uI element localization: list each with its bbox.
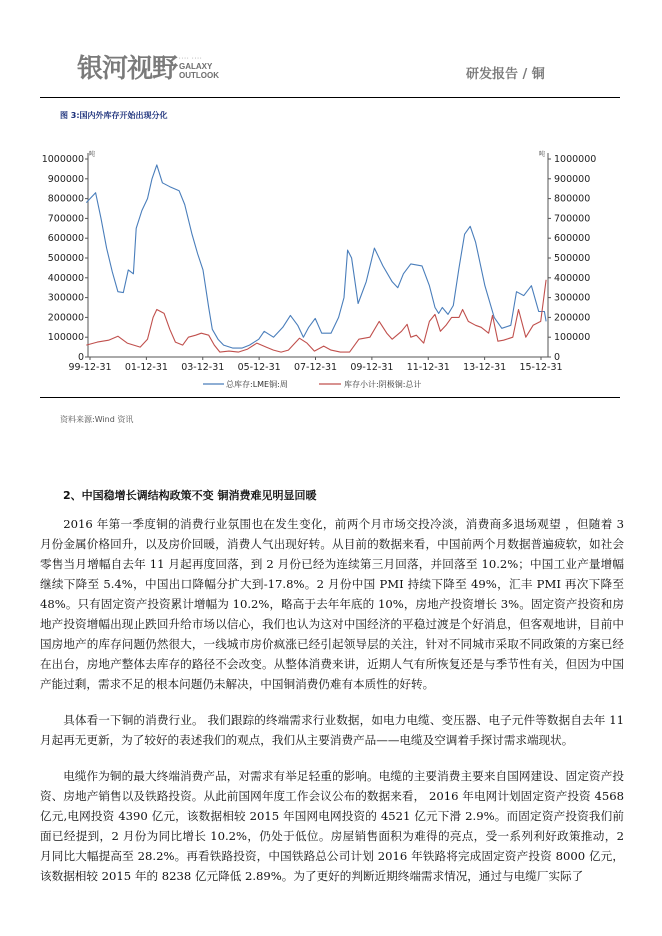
logo-dots: ···· ····: [179, 56, 203, 62]
series-line-shfe: [86, 280, 546, 352]
paragraph-1: 2016 年第一季度铜的消费行业氛围也在发生变化，前两个月市场交投冷淡，消费商多退场观望 ，但随着 3 月份金属价格回升，以及房价回暖，消费人气出现好转。从目前的数据来看，中国前两个月数据普遍疲软，如社会零售当月增幅自去年 11 月起再度回落，到 2 月份已经为连续第三月回落，并回落至 10.2%；中国工业产量增幅继续下降至 5.4%，中国出口降幅分扩大到-17.8%。2 月份中国 PMI 持续下降至 49%，汇丰 PMI 再次下降至 48%。只有固定资产投资累计增幅为 10.2%，略高于去年年底的 10%，房地产投资增长 3%。固定资产投资和房地产投资增幅出现止跌回升给市场以信心，我们也认为这对中国经济的平稳过渡是个好消息，但客观地讲，目前中国房地产的库存问题仍然很大，一线城市房价疯涨已经引起领导层的关注，针对不同城市采取不同政策的方案已经在出台，房地产整体去库存的路径不会改变。从整体消费来讲，近期人气有所恢复还是与季节性有关，但因为中国产能过剩，需求不足的根本问题仍未解决，中国铜消费仍难有本质性的好转。: [40, 517, 624, 691]
y-tick-label-left: 200000: [47, 312, 84, 324]
x-tick-label: 15-12-31: [519, 362, 563, 373]
y-tick-label-left: 400000: [47, 272, 84, 284]
y-tick-label-left: 1000000: [41, 154, 84, 165]
x-tick-label: 11-12-31: [406, 362, 450, 373]
y-tick-label-left: 0: [77, 352, 84, 363]
x-tick-label: 99-12-31: [68, 362, 112, 373]
y-tick-label-left: 500000: [47, 253, 84, 264]
y-tick-label-right: 800000: [554, 193, 591, 205]
logo-wordmark: 银河视野: [77, 54, 178, 84]
y-tick-label-left: 100000: [47, 332, 84, 344]
y-tick-label-left: 800000: [47, 193, 84, 205]
y-tick-label-right: 400000: [554, 272, 591, 284]
legend-label-shfe: 库存小计:阴极铜:总计: [344, 380, 422, 389]
x-tick-label: 05-12-31: [237, 362, 281, 373]
figure-source: 资料来源:Wind 资讯: [60, 415, 134, 424]
x-tick-label: 13-12-31: [463, 362, 507, 373]
y-tick-label-right: 700000: [554, 213, 591, 225]
logo-en-line2: OUTLOOK: [179, 71, 219, 80]
paragraph-3: 电缆作为铜的最大终端消费产品，对需求有举足轻重的影响。电缆的主要消费主要来自国网建设、固定资产投资、房地产销售以及铁路投资。从此前国网年度工作会议公布的数据来看， 2016 年电网计划固定资产投资 4568 亿元,电网投资 4390 亿元，该数据相较 2015 年国网电网投资的 4521 亿元下滑 2.9%。而固定资产投资我们前面已经提到，2 月份为同比增长 10.2%，仍处于低位。房屋销售面积为难得的亮点，受一系列利好政策推动，2 月同比大幅提高至 28.2%。再看铁路投资，中国铁路总公司计划 2016 年铁路将完成固定资产投资 8000 亿元，该数据相较 2015 年的 8238 亿元降低 2.89%。为了更好的判断近期终端需求情况，通过与电缆厂实际了: [40, 769, 624, 883]
report-category: 研发报告 / 铜: [466, 67, 545, 82]
figure-divider: [40, 397, 620, 398]
y-tick-label-right: 200000: [554, 312, 591, 324]
logo-en-line1: GALAXY: [179, 62, 213, 71]
y-tick-label-right: 0: [554, 352, 561, 363]
y-tick-label-left: 700000: [47, 213, 84, 225]
paragraph-2: 具体看一下铜的消费行业。 我们跟踪的终端需求行业数据，如电力电缆、变压器、电子元件等数据自去年 11 月起再无更新，为了较好的表述我们的观点，我们从主要消费产品——电缆及空调着手探讨需求端现状。: [40, 713, 624, 747]
y-tick-label-right: 500000: [554, 253, 591, 264]
figure-caption: 图 3:国内外库存开始出现分化: [60, 111, 168, 120]
y-tick-label-left: 600000: [47, 233, 84, 245]
y-tick-label-right: 900000: [554, 173, 591, 185]
y-tick-label-right: 1000000: [554, 154, 597, 165]
x-tick-label: 03-12-31: [181, 362, 225, 373]
left-unit-label: 吨: [89, 151, 96, 158]
y-tick-label-left: 300000: [47, 292, 84, 304]
legend: [203, 379, 421, 389]
y-tick-label-right: 300000: [554, 292, 591, 304]
x-tick-label: 01-12-31: [124, 362, 168, 373]
right-unit-label: 吨: [539, 151, 546, 158]
y-tick-label-right: 100000: [554, 332, 591, 344]
series-line-lme: [86, 165, 546, 348]
x-tick-label: 07-12-31: [293, 362, 338, 373]
section-heading: 2、中国稳增长调结构政策不变 铜消费难见明显回暖: [63, 489, 317, 502]
x-tick-label: 09-12-31: [350, 362, 394, 373]
legend-label-lme: 总库存:LME铜:周: [226, 380, 288, 389]
inventory-chart: [0, 0, 662, 400]
y-tick-label-right: 600000: [554, 233, 591, 245]
y-tick-label-left: 900000: [47, 173, 84, 185]
